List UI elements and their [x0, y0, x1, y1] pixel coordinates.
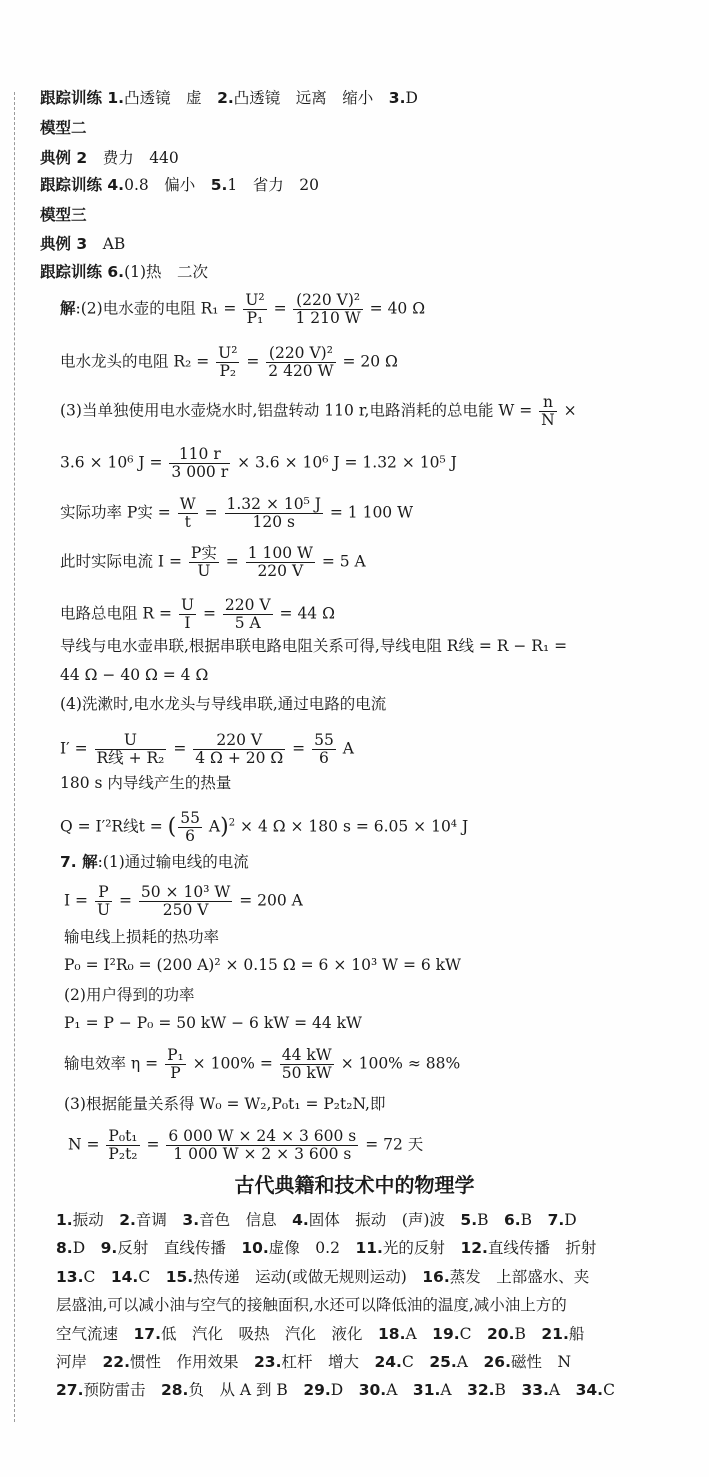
answer-number: 6. — [503, 1211, 521, 1229]
sol6-total-resistance: 电路总电阻 R = $\frac{U}{I}$ = $\frac{220 V}{5 A}$ = 44 Ω — [60, 596, 335, 632]
answer-text: 层盛油,可以减小油与空气的接触面积,水还可以降低油的温度,减小油上方的 — [56, 1296, 567, 1314]
answer-number: 20. — [487, 1325, 515, 1343]
answer-line-4 — [40, 175, 319, 195]
result: × 4 Ω × 180 s = 6.05 × 10⁴ J — [240, 817, 469, 836]
text: I = — [64, 891, 89, 910]
text: 实际功率 P实 = — [60, 503, 171, 522]
text: Q = I′²R线t = — [60, 817, 163, 836]
label: 典例 2 — [40, 149, 88, 167]
text: D — [405, 89, 418, 107]
sol6-heat — [60, 810, 468, 845]
label: 跟踪训练 6. — [40, 263, 125, 281]
fraction: $\frac{44 kW}{50 kW}$ — [281, 1046, 332, 1082]
text: 此时实际电流 I = — [60, 552, 182, 571]
result: = 72 天 — [365, 1135, 424, 1154]
text: 电路总电阻 R = — [60, 604, 173, 623]
answer-text: A — [456, 1353, 484, 1371]
answer-text: 音色 信息 — [199, 1211, 293, 1229]
sol6-energy-value — [60, 446, 457, 481]
fraction: $\frac{\text{1.32 × 10⁵ J}}{120 s}$ — [226, 495, 321, 531]
answer-number: 24. — [374, 1353, 402, 1371]
label: 解 — [60, 299, 76, 318]
answer-number: 28. — [160, 1381, 189, 1399]
answer-number: 27. — [56, 1381, 84, 1399]
answer-row — [56, 1380, 615, 1400]
sol7-heat-power-label: 输电线上损耗的热功率 — [64, 928, 220, 946]
fraction: $\frac{n}{N}$ — [541, 393, 555, 429]
fraction: $\frac{\text{P₀t₁}}{\text{P₂t₂}}$ — [108, 1127, 138, 1163]
answer-text: A — [548, 1381, 576, 1399]
answer-number: 10. — [241, 1239, 269, 1257]
answer-number: 4. — [292, 1211, 309, 1229]
answer-text: 光的反射 — [382, 1239, 461, 1257]
answer-number: 29. — [303, 1381, 331, 1399]
result: = 200 A — [239, 891, 303, 910]
fraction: $\frac{\text{U²}}{\text{P₂}}$ — [218, 344, 238, 380]
result: A — [342, 739, 354, 758]
answer-row — [56, 1295, 567, 1315]
result: × 3.6 × 10⁶ J = 1.32 × 10⁵ J — [237, 453, 457, 472]
sol7-user-power-label: (2)用户得到的功率 — [64, 986, 195, 1004]
answer-number: 31. — [412, 1381, 441, 1399]
answer-number: 18. — [378, 1325, 406, 1343]
answer-number: 25. — [429, 1353, 457, 1371]
answer-number: 26. — [483, 1353, 511, 1371]
label: 3. — [388, 89, 406, 107]
text: :(1)通过输电线的电流 — [97, 853, 249, 871]
text: 费力 440 — [87, 149, 179, 167]
sol7-energy-relation: (3)根据能量关系得 W₀ = W₂,P₀t₁ = P₂t₂N,即 — [64, 1095, 386, 1113]
fraction: $\frac{\text{P₁}}{P}$ — [167, 1046, 184, 1082]
answer-text: B — [514, 1325, 542, 1343]
label: 7. 解 — [60, 853, 98, 871]
answer-number: 23. — [254, 1353, 282, 1371]
answer-text: 直线传播 折射 — [487, 1239, 597, 1257]
answer-text: 蒸发 上部盛水、夹 — [449, 1268, 590, 1286]
sol6-wire-resistance-1: 导线与电水壶串联,根据串联电路电阻关系可得,导线电阻 R线 = R − R₁ = — [60, 637, 568, 655]
answer-text: 低 汽化 吸热 汽化 液化 — [160, 1325, 378, 1343]
fraction: $\frac{6 000 W \times 24 \times 3 600 s}{1 000 W \times 2 \times 3 600 s}$ — [168, 1127, 357, 1163]
answer-text: 船 — [568, 1325, 585, 1343]
answer-text: 空气流速 — [56, 1325, 134, 1343]
text: 1 省力 20 — [227, 176, 320, 194]
exponent: 2 — [228, 817, 236, 829]
answer-text: D — [564, 1211, 577, 1229]
answer-text: C — [83, 1268, 111, 1286]
unit: A — [208, 817, 221, 836]
sol6-actual-power: 实际功率 P实 = $\frac{W}{t}$ = $\frac{\text{1.32 × 10⁵ J}}{120 s}$ = 1 100 W — [60, 495, 414, 531]
text: (1)热 二次 — [124, 263, 209, 281]
answer-number: 5. — [460, 1211, 478, 1229]
answer-number: 19. — [432, 1325, 460, 1343]
sol6-heat-label: 180 s 内导线产生的热量 — [60, 774, 232, 792]
answer-number: 34. — [575, 1381, 604, 1399]
text: 凸透镜 虚 — [124, 89, 218, 107]
fraction: $\frac{P}{U}$ — [96, 883, 111, 919]
answer-number: 9. — [100, 1239, 118, 1257]
answer-text: 音调 — [135, 1211, 183, 1229]
sol7-heading — [60, 852, 249, 872]
answer-text: C — [459, 1325, 488, 1343]
answer-text: 磁性 N — [510, 1353, 572, 1371]
fraction: $\frac{U}{I}$ — [180, 596, 195, 632]
fraction: $\frac{\text{(220 V)²}}{1 210 W}$ — [295, 291, 361, 327]
sol7-days: N = $\frac{\text{P₀t₁}}{\text{P₂t₂}}$ = $\frac{6 000 W \times 24 \times 3 600 s}{1 000 W \times 2 \times 3 600 s}$ = 72 天 — [68, 1127, 424, 1163]
answer-number: 13. — [56, 1268, 84, 1286]
left-paren: ( — [167, 814, 177, 840]
fraction: $\frac{\text{50 × 10³ W}}{250 V}$ — [140, 883, 231, 919]
answer-text: B — [494, 1381, 522, 1399]
sol6-resistance-faucet: 电水龙头的电阻 R₂ = $\frac{\text{U²}}{\text{P₂}}$ = $\frac{\text{(220 V)²}}{2 420 W}$ = 20 Ω — [60, 344, 398, 380]
answer-row — [56, 1267, 589, 1287]
text: 凸透镜 远离 缩小 — [233, 89, 389, 107]
answer-number: 7. — [547, 1211, 565, 1229]
text: N = — [68, 1135, 100, 1154]
text: I′ = — [60, 739, 88, 758]
binding-margin-line — [14, 92, 15, 1422]
answer-text: B — [520, 1211, 548, 1229]
fraction: $\frac{55}{6}$ — [180, 809, 200, 845]
answer-number: 22. — [102, 1353, 130, 1371]
result: = 20 Ω — [342, 352, 398, 371]
section-title: 古代典籍和技术中的物理学 — [234, 1173, 475, 1197]
fraction: $\frac{55}{6}$ — [314, 731, 334, 767]
fraction: $\frac{\text{P实}}{U}$ — [190, 544, 217, 580]
answer-line-1 — [40, 88, 418, 108]
fraction: $\frac{1 100 W}{220 V}$ — [247, 544, 313, 580]
result: × 100% ≈ 88% — [340, 1054, 461, 1073]
answer-text: D — [330, 1381, 359, 1399]
sol6-current-washing: I′ = $\frac{U}{\text{R线 + R₂}}$ = $\frac{220 V}{4 \Omega + 20 \Omega}$ = $\frac{55}{6}$ A — [60, 731, 354, 767]
answer-row — [56, 1324, 584, 1344]
text: × — [563, 401, 577, 420]
answer-text: 固体 振动 (声)波 — [308, 1211, 461, 1229]
sol6-wire-resistance-2: 44 Ω − 40 Ω = 4 Ω — [60, 666, 209, 684]
answer-text: C — [138, 1268, 166, 1286]
text: × 100% = — [192, 1054, 273, 1073]
answer-number: 32. — [467, 1381, 495, 1399]
model-three-heading: 模型三 — [40, 206, 87, 224]
answer-number: 17. — [133, 1325, 161, 1343]
answer-row — [56, 1238, 596, 1258]
text: 0.8 偏小 — [124, 176, 211, 194]
answer-text: 杠杆 增大 — [281, 1353, 375, 1371]
result: = 40 Ω — [369, 299, 426, 318]
result: = 1 100 W — [329, 503, 414, 522]
sol6-part4: (4)洗漱时,电水龙头与导线串联,通过电路的电流 — [60, 695, 387, 713]
fraction: $\frac{\text{U²}}{\text{P₁}}$ — [245, 291, 265, 327]
answer-number: 33. — [521, 1381, 549, 1399]
text: (3)当单独使用电水壶烧水时,铝盘转动 110 r,电路消耗的总电能 W = — [60, 401, 533, 420]
fraction: $\frac{220 V}{5 A}$ — [224, 596, 271, 632]
answer-text: A — [405, 1325, 433, 1343]
result: = 5 A — [321, 552, 366, 571]
fraction: $\frac{\text{(220 V)²}}{2 420 W}$ — [268, 344, 334, 380]
answer-number: 11. — [355, 1239, 383, 1257]
text: AB — [87, 235, 126, 253]
label: 跟踪训练 4. — [40, 176, 125, 194]
answer-text: A — [440, 1381, 468, 1399]
sol7-current: I = $\frac{P}{U}$ = $\frac{\text{50 × 10³ W}}{250 V}$ = 200 A — [64, 883, 303, 919]
sol7-user-power: P₁ = P − P₀ = 50 kW − 6 kW = 44 kW — [64, 1014, 362, 1032]
answer-number: 14. — [110, 1268, 139, 1286]
answer-row — [56, 1352, 571, 1372]
label: 2. — [217, 89, 234, 107]
fraction: $\frac{220 V}{4 \Omega + 20 \Omega}$ — [195, 731, 284, 767]
sol6-energy-line — [60, 394, 577, 429]
sol7-efficiency — [64, 1047, 460, 1082]
answer-text: 惯性 作用效果 — [129, 1353, 254, 1371]
answer-number: 8. — [56, 1239, 73, 1257]
text: :(2)电水壶的电阻 R₁ = — [75, 299, 237, 318]
answer-number: 16. — [422, 1268, 450, 1286]
answer-text: 反射 直线传播 — [117, 1239, 242, 1257]
answer-number: 21. — [541, 1325, 569, 1343]
fraction: $\frac{W}{t}$ — [179, 495, 196, 531]
fraction: $\frac{U}{\text{R线 + R₂}}$ — [96, 731, 165, 767]
answer-text: B — [477, 1211, 504, 1229]
label: 5. — [210, 176, 228, 194]
answer-text: 热传递 运动(或做无规则运动) — [193, 1268, 423, 1286]
right-paren: ) — [220, 814, 229, 840]
answer-number: 30. — [358, 1381, 387, 1399]
text: 3.6 × 10⁶ J = — [60, 453, 163, 472]
answer-text: 虚像 0.2 — [268, 1239, 356, 1257]
answer-text: 负 从 A 到 B — [188, 1381, 304, 1399]
sol6-actual-current: 此时实际电流 I = $\frac{\text{P实}}{U}$ = $\frac{1 100 W}{220 V}$ = 5 A — [60, 544, 366, 580]
answer-number: 15. — [165, 1268, 194, 1286]
label: 跟踪训练 1. — [40, 89, 125, 107]
answer-number: 2. — [119, 1211, 136, 1229]
answer-text: C — [603, 1381, 615, 1399]
sol7-heat-power: P₀ = I²R₀ = (200 A)² × 0.15 Ω = 6 × 10³ W = 6 kW — [64, 956, 461, 974]
answer-number: 3. — [182, 1211, 200, 1229]
answer-text: D — [72, 1239, 101, 1257]
answer-line-3 — [40, 148, 179, 168]
answer-text: 振动 — [72, 1211, 120, 1229]
answer-text: C — [401, 1353, 430, 1371]
answer-text: 预防雷击 — [83, 1381, 161, 1399]
answer-line-6 — [40, 234, 125, 254]
answer-text: A — [386, 1381, 413, 1399]
text: 输电效率 η = — [64, 1054, 159, 1073]
answer-text: 河岸 — [56, 1353, 103, 1371]
sol6-resistance-kettle: 解:(2)电水壶的电阻 R₁ = $\frac{\text{U²}}{\text{P₁}}$ = $\frac{\text{(220 V)²}}{1 210 W}$ = 40 Ω — [60, 291, 426, 327]
label: 典例 3 — [40, 235, 88, 253]
result: = 44 Ω — [279, 604, 335, 623]
answer-line-7 — [40, 262, 208, 282]
model-two-heading: 模型二 — [40, 119, 87, 137]
answer-number: 12. — [460, 1239, 488, 1257]
fraction: $\frac{110 r}{3 000 r}$ — [171, 445, 229, 481]
answer-row — [56, 1210, 577, 1230]
text: 电水龙头的电阻 R₂ = — [60, 352, 210, 371]
answer-number: 1. — [56, 1211, 73, 1229]
